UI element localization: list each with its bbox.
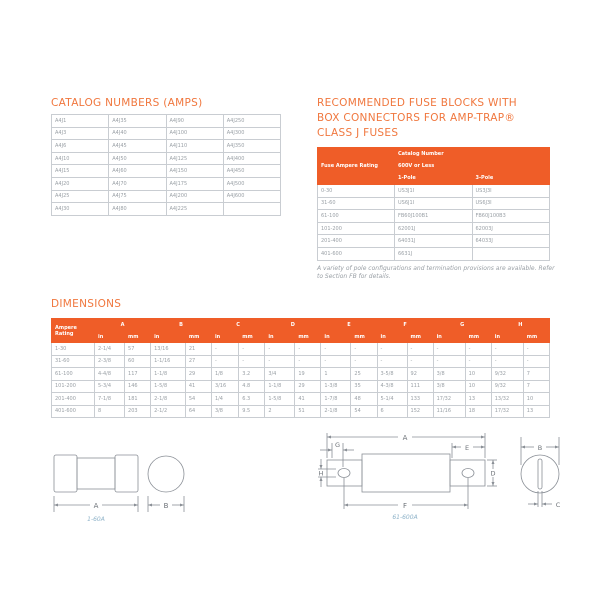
dimension-cell: 1-5/8 — [265, 393, 295, 406]
catalog-cell: A4J100 — [166, 127, 223, 140]
header-unit-mm: mm — [185, 331, 211, 343]
catalog-cell: A4J200 — [166, 190, 223, 203]
recommended-row — [318, 222, 550, 235]
rating-cell: 0-30 — [318, 185, 395, 198]
dimension-cell: 9/32 — [491, 380, 523, 393]
header-unit-in: in — [377, 331, 407, 343]
hole-left — [338, 469, 350, 478]
dimension-cell: 4-4/8 — [95, 368, 125, 381]
pole3-cell: 62003J — [472, 222, 550, 235]
dimension-cell: 1-1/16 — [151, 355, 186, 368]
dimension-cell: 111 — [407, 380, 433, 393]
catalog-cell: A4J60 — [109, 165, 166, 178]
header-rating: Rating — [55, 330, 74, 337]
dimension-cell: 117 — [125, 368, 151, 381]
pole3-cell: US3J3I — [472, 185, 550, 198]
dimension-cell: 4.8 — [239, 380, 265, 393]
catalog-row — [52, 165, 281, 178]
dimension-cell: 3.2 — [239, 368, 265, 381]
catalog-cell: A4J350 — [223, 140, 280, 153]
dimension-cell: 13/32 — [491, 393, 523, 406]
dimension-cell: 2 — [265, 405, 295, 418]
dimension-cell: 9/32 — [491, 368, 523, 381]
header-unit-mm: mm — [239, 331, 265, 343]
header-unit-mm: mm — [407, 331, 433, 343]
ampere-rating-cell: 401-600 — [52, 405, 95, 418]
dimension-cell: - — [211, 343, 238, 356]
catalog-cell: A4J150 — [166, 165, 223, 178]
rating-cell: 401-600 — [318, 247, 395, 260]
dimension-cell: 4-3/8 — [377, 380, 407, 393]
pole3-cell: FB60J100B3 — [472, 210, 550, 223]
catalog-cell: A4J45 — [109, 140, 166, 153]
dimension-cell: 1/4 — [211, 393, 238, 406]
catalog-table — [51, 114, 281, 216]
recommended-table — [317, 147, 550, 261]
fuse-end-slot — [538, 459, 542, 489]
dimension-cell: - — [239, 343, 265, 356]
catalog-cell: A4J35 — [109, 115, 166, 128]
fuse-end-circle — [148, 456, 184, 492]
dimension-cell: 5-3/4 — [95, 380, 125, 393]
dimensions-table — [51, 318, 550, 418]
catalog-cell: A4J500 — [223, 177, 280, 190]
catalog-cell: A4J20 — [52, 177, 109, 190]
pole1-cell: 62001J — [395, 222, 473, 235]
label-c: C — [555, 501, 561, 509]
label-e: E — [464, 444, 470, 452]
rating-cell: 201-400 — [318, 235, 395, 248]
ampere-rating-cell: 201-400 — [52, 393, 95, 406]
dimension-cell: - — [377, 343, 407, 356]
header-dimension-g: G — [433, 319, 491, 331]
dimension-cell: 3/8 — [433, 368, 465, 381]
dimension-cell: 13 — [523, 405, 549, 418]
recommended-title-line2: BOX CONNECTORS FOR AMP-TRAP® — [317, 112, 516, 124]
header-dimension-b: B — [151, 319, 212, 331]
dimension-cell: - — [265, 355, 295, 368]
fuse-cap-right — [115, 455, 138, 492]
pole3-cell: 64033J — [472, 235, 550, 248]
dimension-cell: 3/4 — [265, 368, 295, 381]
label-b: B — [537, 444, 543, 452]
dimension-cell: 133 — [407, 393, 433, 406]
dimension-cell: 9.5 — [239, 405, 265, 418]
dimension-cell: 3-5/8 — [377, 368, 407, 381]
header-unit-mm: mm — [125, 331, 151, 343]
label-h: H — [318, 469, 324, 478]
catalog-cell: A4J175 — [166, 177, 223, 190]
recommended-row — [318, 185, 550, 198]
label-f: F — [402, 502, 408, 510]
catalog-cell: A4J400 — [223, 152, 280, 165]
dimension-cell: 2-1/4 — [95, 343, 125, 356]
rating-cell: 61-100 — [318, 210, 395, 223]
pole1-cell: 64031J — [395, 235, 473, 248]
dimension-cell: - — [295, 343, 321, 356]
ampere-rating-cell: 101-200 — [52, 380, 95, 393]
dimension-cell: 3/16 — [211, 380, 238, 393]
dimension-cell: 57 — [125, 343, 151, 356]
header-unit-mm: mm — [351, 331, 377, 343]
catalog-cell: A4J300 — [223, 127, 280, 140]
dimension-cell: 18 — [465, 405, 491, 418]
dimension-cell: 27 — [185, 355, 211, 368]
rating-cell: 101-200 — [318, 222, 395, 235]
dimension-cell: 3/8 — [433, 380, 465, 393]
catalog-cell: A4J450 — [223, 165, 280, 178]
header-dimension-d: D — [265, 319, 321, 331]
pole1-cell: FB60J100B1 — [395, 210, 473, 223]
dimension-cell: 7 — [523, 368, 549, 381]
dimensions-row — [52, 343, 550, 356]
dimension-cell: - — [407, 355, 433, 368]
header-dimension-c: C — [211, 319, 264, 331]
catalog-row — [52, 190, 281, 203]
dimension-cell: 1-5/8 — [151, 380, 186, 393]
header-ampere-rating — [52, 319, 95, 343]
dimension-cell: 1/8 — [211, 368, 238, 381]
catalog-cell: A4J90 — [166, 115, 223, 128]
dimension-cell: - — [491, 355, 523, 368]
header-unit-mm: mm — [465, 331, 491, 343]
dimension-cell: 35 — [351, 380, 377, 393]
dimension-cell: - — [265, 343, 295, 356]
dimensions-row — [52, 355, 550, 368]
dimension-cell: 13/16 — [151, 343, 186, 356]
dimension-cell: 10 — [465, 368, 491, 381]
dimension-cell: - — [433, 343, 465, 356]
caption-1-60a: 1-60A — [87, 516, 105, 523]
dimension-cell: - — [523, 355, 549, 368]
dimension-cell: 8 — [95, 405, 125, 418]
dimension-cell: 2-1/8 — [151, 393, 186, 406]
dimension-cell: 7-1/8 — [95, 393, 125, 406]
dimension-cell: 3/8 — [211, 405, 238, 418]
catalog-row — [52, 203, 281, 216]
catalog-cell: A4J600 — [223, 190, 280, 203]
hole-right — [462, 469, 474, 478]
dimension-cell: 92 — [407, 368, 433, 381]
dimension-cell: - — [239, 355, 265, 368]
header-unit-in: in — [433, 331, 465, 343]
dimension-cell: - — [377, 355, 407, 368]
dimension-cell: 13 — [465, 393, 491, 406]
dimension-cell: 10 — [523, 393, 549, 406]
dimensions-row — [52, 368, 550, 381]
dimension-cell: 10 — [465, 380, 491, 393]
fuse-body — [362, 454, 450, 492]
dimensions-row — [52, 393, 550, 406]
diagram-61-600a — [290, 425, 575, 525]
dimension-cell: - — [321, 355, 351, 368]
dimension-cell: - — [351, 355, 377, 368]
header-dimension-a: A — [95, 319, 151, 331]
catalog-cell: A4J110 — [166, 140, 223, 153]
catalog-cell: A4J80 — [109, 203, 166, 216]
blade-right — [450, 460, 485, 486]
pole3-cell: US6J3I — [472, 197, 550, 210]
dimension-cell: - — [465, 355, 491, 368]
header-unit-in: in — [95, 331, 125, 343]
dimension-cell: 29 — [185, 368, 211, 381]
catalog-cell: A4J10 — [52, 152, 109, 165]
dimensions-row — [52, 380, 550, 393]
header-unit-in: in — [151, 331, 186, 343]
dimension-cell: - — [433, 355, 465, 368]
catalog-cell: A4J1 — [52, 115, 109, 128]
dimension-cell: 2-1/2 — [151, 405, 186, 418]
dimension-cell: 6 — [377, 405, 407, 418]
ampere-rating-cell: 1-30 — [52, 343, 95, 356]
catalog-cell: A4J50 — [109, 152, 166, 165]
catalog-cell: A4J225 — [166, 203, 223, 216]
ampere-rating-cell: 61-100 — [52, 368, 95, 381]
dimension-cell: 2-3/8 — [95, 355, 125, 368]
recommended-note: A variety of pole configurations and termination provisions are available. Refer to Section FB for details. — [317, 265, 555, 280]
caption-61-600a: 61-600A — [392, 514, 418, 521]
dimension-cell: 41 — [295, 393, 321, 406]
header-unit-in: in — [321, 331, 351, 343]
dimension-cell: 64 — [185, 405, 211, 418]
dimension-cell: 5-1/4 — [377, 393, 407, 406]
catalog-cell: A4J250 — [223, 115, 280, 128]
catalog-cell: A4J25 — [52, 190, 109, 203]
pole1-cell: US6J1I — [395, 197, 473, 210]
header-fuse-ampere-rating: Fuse Ampere Rating — [318, 148, 395, 185]
dimension-cell: 41 — [185, 380, 211, 393]
dimension-cell: 1-3/8 — [321, 380, 351, 393]
label-d: D — [490, 469, 496, 478]
header-unit-mm: mm — [523, 331, 549, 343]
dimension-cell: 48 — [351, 393, 377, 406]
dimension-cell: 1-7/8 — [321, 393, 351, 406]
diagram-1-60a — [40, 430, 220, 530]
dimension-cell: 54 — [185, 393, 211, 406]
header-dimension-e: E — [321, 319, 377, 331]
recommended-row — [318, 235, 550, 248]
dimension-cell: - — [321, 343, 351, 356]
header-ampere: Ampere — [55, 324, 77, 331]
label-g: G — [334, 441, 341, 449]
dimension-cell: 17/32 — [433, 393, 465, 406]
dimension-cell: 60 — [125, 355, 151, 368]
catalog-cell: A4J15 — [52, 165, 109, 178]
dimension-cell: 1-1/8 — [265, 380, 295, 393]
catalog-cell: A4J40 — [109, 127, 166, 140]
catalog-row — [52, 127, 281, 140]
header-unit-in: in — [265, 331, 295, 343]
header-dimension-h: H — [491, 319, 549, 331]
dimension-cell: - — [211, 355, 238, 368]
pole1-cell: 6631J — [395, 247, 473, 260]
catalog-cell: A4J3 — [52, 127, 109, 140]
catalog-cell: A4J75 — [109, 190, 166, 203]
header-3-pole: 3-Pole — [472, 172, 550, 184]
label-a: A — [402, 434, 408, 442]
dimension-cell: - — [407, 343, 433, 356]
catalog-cell: A4J125 — [166, 152, 223, 165]
header-1-pole: 1-Pole — [395, 172, 473, 184]
dimension-cell: 11/16 — [433, 405, 465, 418]
header-unit-in: in — [491, 331, 523, 343]
header-unit-mm: mm — [295, 331, 321, 343]
dimension-cell: 17/32 — [491, 405, 523, 418]
dimension-cell: - — [351, 343, 377, 356]
fuse-body — [77, 458, 115, 489]
dimension-cell: 7 — [523, 380, 549, 393]
fuse-cap-left — [54, 455, 77, 492]
catalog-title: CATALOG NUMBERS (AMPS) — [51, 97, 203, 109]
pole1-cell: US3J1I — [395, 185, 473, 198]
catalog-row — [52, 115, 281, 128]
blade-left — [327, 460, 362, 486]
recommended-row — [318, 210, 550, 223]
dimension-cell: 54 — [351, 405, 377, 418]
dimension-cell: 2-1/8 — [321, 405, 351, 418]
catalog-row — [52, 177, 281, 190]
recommended-title-line1: RECOMMENDED FUSE BLOCKS WITH — [317, 97, 517, 109]
header-dimension-f: F — [377, 319, 433, 331]
recommended-title — [317, 96, 517, 141]
dimension-cell: - — [491, 343, 523, 356]
pole3-cell — [472, 247, 550, 260]
dimension-cell: 21 — [185, 343, 211, 356]
dimensions-title: DIMENSIONS — [51, 298, 122, 310]
catalog-cell: A4J70 — [109, 177, 166, 190]
dimension-cell: 181 — [125, 393, 151, 406]
rating-cell: 31-60 — [318, 197, 395, 210]
catalog-cell — [223, 203, 280, 216]
dimension-cell: 1 — [321, 368, 351, 381]
label-a: A — [93, 502, 99, 510]
recommended-row — [318, 247, 550, 260]
recommended-title-line3: CLASS J FUSES — [317, 127, 399, 139]
dimension-cell: 146 — [125, 380, 151, 393]
dimension-cell: 6.3 — [239, 393, 265, 406]
dimension-cell: 203 — [125, 405, 151, 418]
dimensions-row — [52, 405, 550, 418]
ampere-rating-cell: 31-60 — [52, 355, 95, 368]
catalog-cell: A4J6 — [52, 140, 109, 153]
label-b: B — [163, 502, 169, 510]
dimension-cell: - — [295, 355, 321, 368]
catalog-cell: A4J30 — [52, 203, 109, 216]
dimension-cell: - — [465, 343, 491, 356]
dimension-cell: 29 — [295, 380, 321, 393]
header-voltage: 600V or Less — [395, 160, 550, 172]
dimension-cell: 51 — [295, 405, 321, 418]
fuse-end-slotted-circle — [521, 455, 559, 493]
dimension-cell: 152 — [407, 405, 433, 418]
dimension-cell: 1-1/8 — [151, 368, 186, 381]
header-catalog-number: Catalog Number — [395, 148, 550, 160]
catalog-row — [52, 140, 281, 153]
catalog-row — [52, 152, 281, 165]
dimension-cell: - — [523, 343, 549, 356]
dimension-cell: 25 — [351, 368, 377, 381]
dimension-cell: 19 — [295, 368, 321, 381]
recommended-row — [318, 197, 550, 210]
header-unit-in: in — [211, 331, 238, 343]
